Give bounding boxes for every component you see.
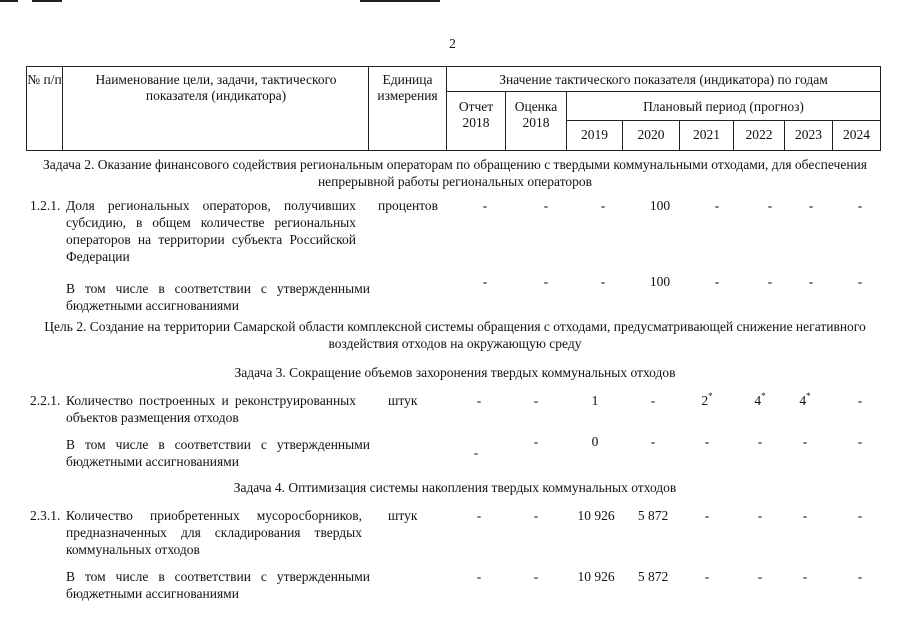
section-goal-2: Цель 2. Создание на территории Самарской области комплексной системы обращения с отходами, предусматривающей снижение негативного воздействия отходов на окружающую среду [44, 319, 866, 351]
row-value: - [857, 274, 863, 289]
row-value: - [533, 508, 539, 523]
row-value: - [808, 274, 814, 289]
row-value: - [482, 198, 488, 213]
row-value: - [650, 434, 656, 449]
row-name: Доля региональных операторов, получивших субсидию, в общем количестве региональных операторов на территории субъекта Российской Федерации [66, 198, 356, 264]
row-value: 2* [701, 391, 713, 408]
row-name: В том числе в соответствии с утвержденными бюджетными ассигнованиями [66, 281, 370, 313]
row-value: - [714, 274, 720, 289]
header-year: 2019 [581, 127, 608, 142]
row-value: - [857, 393, 863, 408]
header-year: 2020 [637, 127, 665, 142]
footnote-marker: * [708, 391, 713, 401]
row-value: - [767, 198, 773, 213]
scan-artifact [360, 0, 440, 2]
row-number: 2.2.1. [30, 393, 61, 408]
row-value: - [650, 393, 656, 408]
header-col-plan: Плановый период (прогноз) [643, 99, 804, 114]
header-col-report: Отчет 2018 [458, 99, 494, 130]
section-task-2: Задача 2. Оказание финансового содействия региональным операторам по обращению с твердыми коммунальными отходами, для обеспечения непрерывной работы региональных операторов [43, 157, 867, 189]
row-value: - [757, 434, 763, 449]
header-col-name: Наименование цели, задачи, тактического показателя (индикатора) [95, 72, 337, 103]
row-value: - [767, 274, 773, 289]
scan-artifact [0, 0, 18, 2]
section-task-3: Задача 3. Сокращение объемов захоронения твердых коммунальных отходов [234, 365, 676, 380]
row-value: 10 926 [577, 508, 615, 523]
row-value: 1 [591, 393, 599, 408]
row-value: - [857, 569, 863, 584]
row-value: 5 872 [637, 569, 669, 584]
footnote-marker: * [806, 391, 811, 401]
row-value: - [476, 508, 482, 523]
row-value: 0 [591, 434, 599, 449]
row-number: 1.2.1. [30, 198, 61, 213]
row-value: 100 [649, 198, 671, 213]
row-value: - [543, 198, 549, 213]
row-value: - [857, 198, 863, 213]
header-year: 2024 [843, 127, 870, 142]
row-value: 100 [649, 274, 671, 289]
page-number: 2 [449, 36, 456, 51]
header-col-num: № п/п [27, 72, 62, 87]
row-value: - [473, 445, 479, 460]
row-name: Количество построенных и реконструированных объектов размещения отходов [66, 393, 356, 425]
row-value: 4* [754, 391, 766, 408]
footnote-marker: * [761, 391, 766, 401]
row-value: - [533, 393, 539, 408]
header-year: 2023 [795, 127, 822, 142]
row-value: - [533, 569, 539, 584]
section-task-4: Задача 4. Оптимизация системы накопления твердых коммунальных отходов [233, 480, 677, 495]
row-value: - [600, 198, 606, 213]
header-col-values: Значение тактического показателя (индикатора) по годам [499, 72, 828, 87]
row-value: 5 872 [637, 508, 669, 523]
header-year: 2021 [693, 127, 720, 142]
row-value: - [757, 508, 763, 523]
header-col-unit: Единица измерения [377, 72, 438, 103]
row-value: - [802, 569, 808, 584]
row-number: 2.3.1. [30, 508, 61, 523]
row-value: - [704, 508, 710, 523]
row-name: В том числе в соответствии с утвержденными бюджетными ассигнованиями [66, 437, 370, 469]
row-value: - [482, 274, 488, 289]
row-unit: процентов [378, 198, 439, 213]
row-value: 4* [799, 391, 811, 408]
row-value: - [704, 434, 710, 449]
row-name: Количество приобретенных мусоросборников, предназначенных для складирования твердых коммунальных отходов [66, 508, 362, 557]
row-value: 10 926 [577, 569, 615, 584]
row-value: - [714, 198, 720, 213]
row-unit: штук [388, 393, 418, 408]
row-name: В том числе в соответствии с утвержденными бюджетными ассигнованиями [66, 569, 370, 601]
row-value: - [476, 569, 482, 584]
header-col-estimate: Оценка 2018 [514, 99, 558, 130]
scan-artifact [32, 0, 62, 2]
row-value: - [543, 274, 549, 289]
row-value: - [857, 434, 863, 449]
row-value: - [802, 434, 808, 449]
header-year: 2022 [745, 127, 773, 142]
row-unit: штук [388, 508, 418, 523]
row-value: - [476, 393, 482, 408]
row-value: - [704, 569, 710, 584]
row-value: - [533, 434, 539, 449]
row-value: - [757, 569, 763, 584]
row-value: - [802, 508, 808, 523]
row-value: - [808, 198, 814, 213]
row-value: - [600, 274, 606, 289]
row-value: - [857, 508, 863, 523]
